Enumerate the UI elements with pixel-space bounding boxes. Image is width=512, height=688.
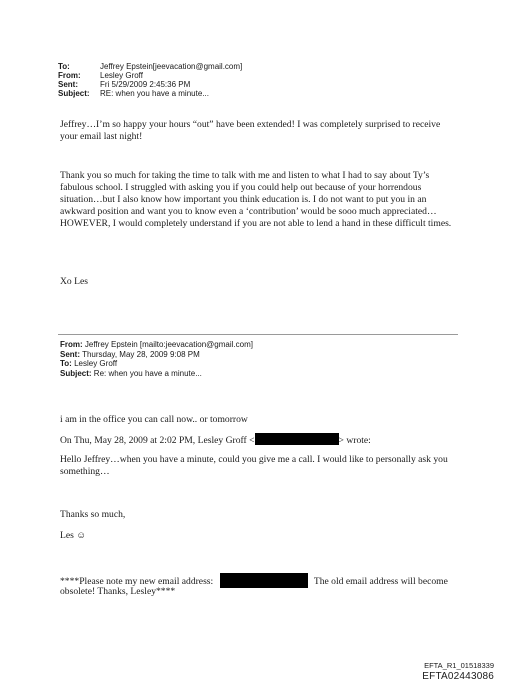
reply-from-label: From: (60, 340, 83, 349)
footer-ref-2: EFTA02443086 (422, 671, 494, 682)
message-divider (58, 334, 458, 335)
from-value: Lesley Groff (100, 71, 143, 80)
to-value: Jeffrey Epstein[jeevacation@gmail.com] (100, 62, 243, 71)
subject-value: RE: when you have a minute... (100, 89, 209, 98)
reply-subject-row (60, 369, 253, 379)
reply-line-1: i am in the office you can call now.. or tomorrow (60, 414, 248, 425)
reply-to-label: To: (60, 359, 72, 368)
sent-value: Fri 5/29/2009 2:45:36 PM (100, 80, 191, 89)
note-line-2: obsolete! Thanks, Lesley**** (60, 586, 176, 597)
subject-label: Subject: (58, 89, 90, 98)
quote-prefix: On Thu, May 28, 2009 at 2:02 PM, Lesley Groff < (60, 435, 255, 446)
header-from-row (58, 71, 242, 80)
header-sent-row (58, 80, 242, 89)
reply-from-row (60, 340, 253, 350)
header-subject-row (58, 89, 242, 98)
reply-subject-label: Subject: (60, 368, 92, 378)
to-label: To: (58, 62, 70, 71)
header-to-row (58, 62, 242, 71)
reply-header (60, 340, 253, 378)
reply-sent-value: Thursday, May 28, 2009 9:08 PM (82, 349, 200, 359)
body-paragraph-2: Thank you so much for taking the time to talk with me and listen to what I had to say about Ty’s fabulous school. I struggled with asking you if you could help out because of your horrendous situation…but I also know how important you think education is. I do not want to put you in an awkward position and want you to know even a ‘contribution’ would be sooo much appreciated…HOWEVER, I would completely understand if you are not able to lend a hand in these difficult times. (60, 170, 452, 229)
reply-to-value: Lesley Groff (74, 359, 118, 368)
quoted-body: Hello Jeffrey…when you have a minute, could you give me a call. I would like to personally ask you something… (60, 454, 448, 477)
email-header (58, 62, 242, 98)
redaction-box (255, 433, 339, 445)
body-paragraph-1: Jeffrey…I’m so happy your hours “out” have been extended! I was completely surprised to receive your email last night! (60, 119, 441, 142)
reply-subject-value: Re: when you have a minute... (93, 368, 202, 378)
reply-to-row (60, 359, 253, 369)
quote-suffix: > wrote: (338, 435, 371, 446)
reply-sent-label: Sent: (60, 349, 80, 359)
signoff: Xo Les (60, 276, 88, 287)
redaction-box-2 (220, 573, 308, 588)
note-mid: The old email address will become (313, 576, 448, 587)
quote-attribution (60, 433, 371, 447)
from-label: From: (58, 71, 81, 80)
sent-label: Sent: (58, 80, 78, 89)
reply-sent-row (60, 350, 253, 360)
note-prefix: ****Please note my new email address: (60, 576, 214, 587)
signature: Les ☺ (60, 530, 87, 541)
thanks-line: Thanks so much, (60, 509, 126, 520)
reply-from-value: Jeffrey Epstein [mailto:jeevacation@gmail.com] (84, 340, 253, 349)
footer-ref-1: EFTA_R1_01518339 (424, 661, 494, 670)
